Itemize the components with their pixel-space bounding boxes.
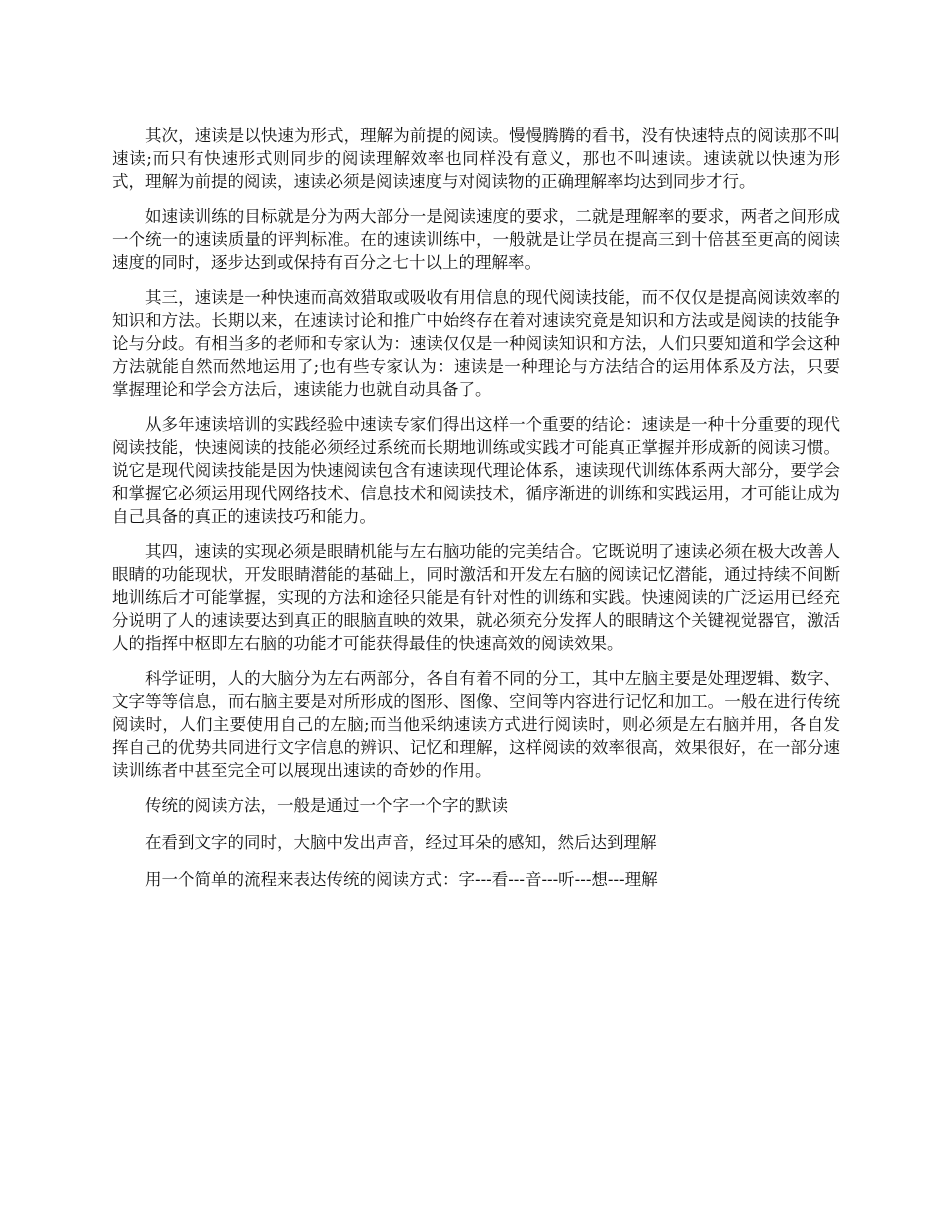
paragraph-7: 传统的阅读方法，一般是通过一个字一个字的默读 — [145, 796, 508, 815]
paragraph-5: 其四，速读的实现必须是眼睛机能与左右脑功能的完美结合。它既说明了速读必须在极大改善人眼睛的功能现状，开发眼睛潜能的基础上，同时激活和开发左右脑的阅读记忆潜能，通过持续不间断地训练后才可能掌握，实现的方法和途径只能是有针对性的训练和实践。快速阅读的广泛运用已经充分说明了人的速读要达到真正的眼脑直映的效果，就必须充分发挥人的眼睛这个关键视觉器官，激活人的指挥中枢即左右脑的功能才可能获得最佳的快速高效的阅读效果。 — [112, 542, 840, 653]
paragraph-8: 在看到文字的同时，大脑中发出声音，经过耳朵的感知，然后达到理解 — [145, 833, 657, 852]
paragraph-2: 如速读训练的目标就是分为两大部分一是阅读速度的要求，二就是理解率的要求，两者之间形成一个统一的速读质量的评判标准。在的速读训练中，一般就是让学员在提高三到十倍甚至更高的阅读速度的同时，逐步达到或保持有百分之七十以上的理解率。 — [112, 207, 840, 272]
paragraph-4: 从多年速读培训的实践经验中速读专家们得出这样一个重要的结论：速读是一种十分重要的现代阅读技能，快速阅读的技能必须经过系统而长期地训练或实践才可能真正掌握并形成新的阅读习惯。说它是现代阅读技能是因为快速阅读包含有速读现代理论体系，速读现代训练体系两大部分，要学会和掌握它必须运用现代网络技术、信息技术和阅读技术，循序渐进的训练和实践运用，才可能让成为自己具备的真正的速读技巧和能力。 — [112, 415, 840, 526]
paragraph-6: 科学证明，人的大脑分为左右两部分，各自有着不同的分工，其中左脑主要是处理逻辑、数字、文字等等信息，而右脑主要是对所形成的图形、图像、空间等内容进行记忆和加工。一般在进行传统阅读时，人们主要使用自己的左脑;而当他采纳速读方式进行阅读时，则必须是左右脑并用，各自发挥自己的优势共同进行文字信息的辨识、记忆和理解，这样阅读的效率很高，效果很好，在一部分速读训练者中甚至完全可以展现出速读的奇妙的作用。 — [112, 669, 840, 780]
paragraph-9: 用一个简单的流程来表达传统的阅读方式：字---看---音---听---想---理解 — [145, 870, 658, 889]
document-body — [112, 124, 840, 905]
paragraph-1: 其次，速读是以快速为形式，理解为前提的阅读。慢慢腾腾的看书，没有快速特点的阅读那不叫速读;而只有快速形式则同步的阅读理解效率也同样没有意义，那也不叫速读。速读就以快速为形式，理解为前提的阅读，速读必须是阅读速度与对阅读物的正确理解率均达到同步才行。 — [112, 126, 840, 191]
paragraph-3: 其三，速读是一种快速而高效猎取或吸收有用信息的现代阅读技能，而不仅仅是提高阅读效率的知识和方法。长期以来，在速读讨论和推广中始终存在着对速读究竟是知识和方法或是阅读的技能争论与分歧。有相当多的老师和专家认为：速读仅仅是一种阅读知识和方法，人们只要知道和学会这种方法就能自然而然地运用了;也有些专家认为：速读是一种理论与方法结合的运用体系及方法，只要掌握理论和学会方法后，速读能力也就自动具备了。 — [112, 288, 840, 399]
